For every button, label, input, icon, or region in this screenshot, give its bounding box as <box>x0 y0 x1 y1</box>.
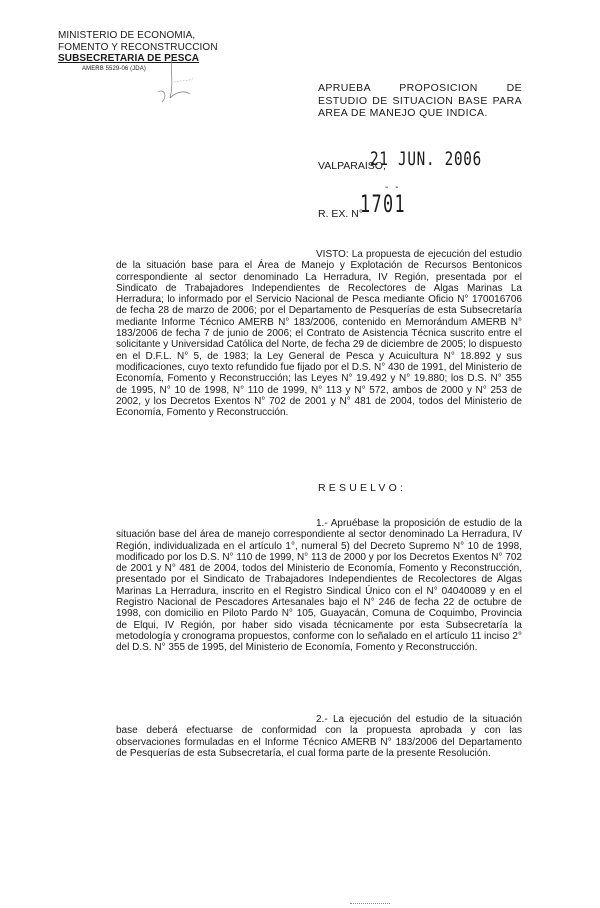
ministry-line-2: FOMENTO Y RECONSTRUCCION <box>58 41 218 53</box>
visto-text: La propuesta de ejecución del estudio de la situación base para el Área de Manejo y Explotación de Recursos Bentonicos correspondiente al sector denominado La Herradura, IV Región, presentada por el Sindicato de Trabajadores Independientes de Recolectores de Algas Marinas La Herradura; lo informado por el Servicio Nacional de Pesca mediante Oficio N° 170016706 de fecha 28 de marzo de 2006; por el Departamento de Pesquerías de esta Subsecretaría mediante Informe Técnico AMERB N° 183/2006, contenido en Memorándum AMERB N° 183/2006 de fecha 7 de junio de 2006; el Contrato de Asistencia Técnica suscrito entre el solicitante y Universidad Católica del Norte, de fecha 29 de diciembre de 2005; lo dispuesto en el D.F.L. N° 5, de 1983; la Ley General de Pesca y Acuicultura N° 18.892 y sus modificaciones, cuyo texto refundido fue fijado por el D.S. N° 430 de 1991, del Ministerio de Economía, Fomento y Reconstrucción; las Leyes N° 19.492 y N° 19.880; los D.S. N° 355 de 1995, N° 10 de 1998, N° 110 de 1999, N° 113 y N° 572, ambos de 2000 y N° 253 de 2002, y los Decretos Exentos N° 702 de 2001 y N° 481 de 2004, todos del Ministerio de Economía, Fomento y Reconstrucción. <box>116 249 522 419</box>
place-label: VALPARAISO, <box>318 160 386 172</box>
visto-label: VISTO: <box>316 249 349 260</box>
scan-artifact <box>350 903 390 906</box>
resolution-headline: APRUEBA PROPOSICION DE ESTUDIO DE SITUACION BASE PARA AREA DE MANEJO QUE INDICA. <box>318 82 522 119</box>
signature-scribble <box>150 52 210 122</box>
item-2-label: 2.- La ejecución del estudio de la <box>316 714 478 725</box>
ministry-line-1: MINISTERIO DE ECONOMIA, <box>58 30 196 41</box>
resolution-label: R. EX. N° <box>318 208 364 220</box>
visto-paragraph <box>116 249 522 418</box>
item-1-text: de la situación base del área de manejo correspondiente al sector denominado La Herradura, IV Región, individualizada en el artículo 1°, numeral 5) del Decreto Supremo N° 10 de 1998, modificado por los D.S. N° 110 de 1999, N° 113 de 2000 y por los Decretos Exentos N° 702 de 2001 y N° 481 de 2004, todos del Ministerio de Economía, Fomento y Reconstrucción, presentado por el Sindicato de Trabajadores Independientes de Recolectores de Algas Marinas La Herradura, inscrito en el Registro Sindical Único con el N° 04040089 y en el Registro Nacional de Pescadores Artesanales bajo el N° 246 de fecha 22 de octubre de 1998, con domicilio en Piloto Pardo N° 105, Guayacán, Comuna de Coquimbo, Provincia de Elqui, IV Región, por haber sido visada técnicamente por esta Subsecretaría la metodología y cronograma propuestos, conforme con lo señalado en el artículo 11 inciso 2° del D.S. N° 355 de 1995, del Ministerio de Economía, Fomento y Reconstrucción. <box>116 518 522 654</box>
resolution-number: 1701 <box>360 190 407 218</box>
resolution-item-2 <box>116 714 522 759</box>
resuelvo-heading: RESUELVO: <box>318 482 407 494</box>
resolution-item-1 <box>116 518 522 654</box>
item-2-text: situación base deberá efectuarse de conformidad con la propuesta aprobada y con las observaciones formuladas en el Informe Técnico AMERB N° 183/2006 del Departamento de Pesquerías de esta Subsecretaría, el cual forma parte de la presente Resolución. <box>116 714 523 759</box>
item-1-label: 1.- Apruébase la proposición de estudio <box>316 518 496 529</box>
subsecretaria-line: SUBSECRETARIA DE PESCA <box>58 53 200 64</box>
stamp-dash: - - <box>385 182 401 193</box>
date-stamp: 21 JUN. 2006 <box>370 148 482 170</box>
reference-code: AMERB 5529-06 (JDA) <box>82 65 146 72</box>
